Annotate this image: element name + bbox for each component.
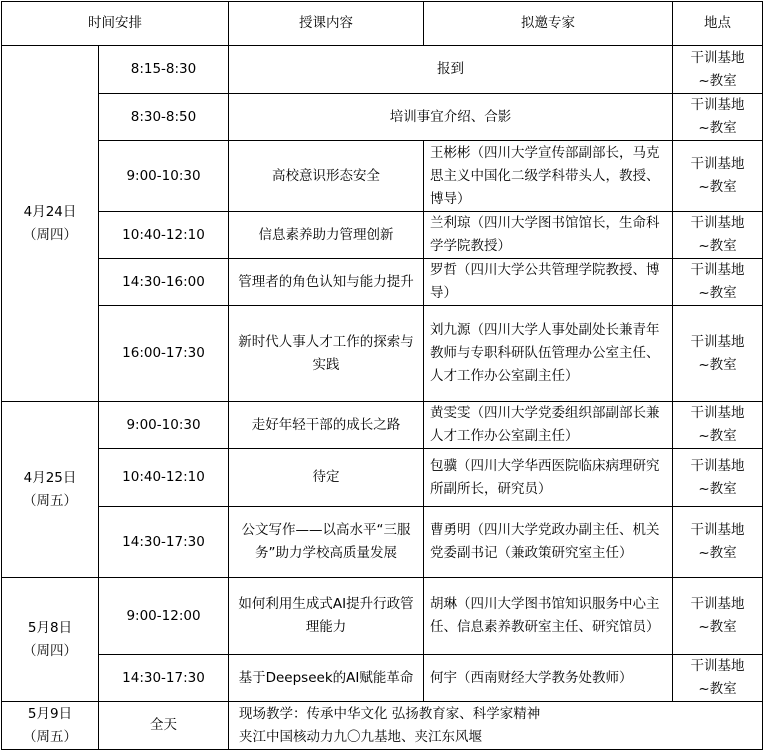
date-label: 4月25日 [23,469,77,486]
place-cell: 干训基地 ~教室 [673,259,763,306]
time-cell: 9:00-10:30 [99,402,229,449]
expert-cell: 胡琳（四川大学图书馆知识服务中心主任、信息素养教研室主任、研究馆员） [424,578,673,655]
topic-line: 夹江中国核动力九〇九基地、夹江东风堰 [239,728,482,745]
place-cell: 干训基地 ~教室 [673,449,763,507]
date-cell [2,578,99,702]
topic-cell: 基于Deepseek的AI赋能革命 [229,655,424,702]
expert-cell: 包骥（四川大学华西医院临床病理研究所副所长，研究员） [424,449,673,507]
weekday-label: （周五） [23,492,77,509]
table-row [2,141,763,212]
place-cell: 干训基地 ~教室 [673,94,763,141]
header-place: 地点 [673,2,763,46]
date-cell [2,402,99,578]
place-cell: 干训基地 ~教室 [673,141,763,212]
topic-cell: 信息素养助力管理创新 [229,212,424,259]
header-expert: 拟邀专家 [424,2,673,46]
time-cell: 14:30-17:30 [99,655,229,702]
topic-cell: 待定 [229,449,424,507]
date-cell [2,46,99,402]
topic-cell: 报到 [229,46,673,94]
date-cell [2,702,99,750]
topic-cell: 公文写作——以高水平“三服务”助力学校高质量发展 [229,507,424,578]
date-label: 5月9日 [27,705,73,722]
time-cell: 10:40-12:10 [99,212,229,259]
topic-cell: 管理者的角色认知与能力提升 [229,259,424,306]
weekday-label: （周四） [23,226,77,243]
time-cell: 10:40-12:10 [99,449,229,507]
time-cell: 8:30-8:50 [99,94,229,141]
expert-cell: 兰利琼（四川大学图书馆馆长，生命科学学院教授） [424,212,673,259]
place-cell: 干训基地 ~教室 [673,655,763,702]
topic-line: 现场教学：传承中华文化 弘扬教育家、科学家精神 [239,705,541,722]
table-row [2,46,763,94]
time-cell: 9:00-12:00 [99,578,229,655]
time-cell: 16:00-17:30 [99,306,229,402]
topic-cell: 新时代人事人才工作的探索与实践 [229,306,424,402]
time-cell: 14:30-17:30 [99,507,229,578]
schedule-table [1,1,763,750]
time-cell: 8:15-8:30 [99,46,229,94]
table-row [2,507,763,578]
table-row [2,578,763,655]
place-cell: 干训基地 ~教室 [673,46,763,94]
place-cell: 干训基地 ~教室 [673,578,763,655]
date-label: 4月24日 [23,203,77,220]
table-row [2,259,763,306]
place-cell: 干训基地 ~教室 [673,402,763,449]
time-cell: 全天 [99,702,229,750]
topic-cell: 培训事宜介绍、合影 [229,94,673,141]
date-label: 5月8日 [27,619,73,636]
table-row [2,449,763,507]
time-cell: 14:30-16:00 [99,259,229,306]
expert-cell: 刘九源（四川大学人事处副处长兼青年教师与专职科研队伍管理办公室主任、人才工作办公室副主任） [424,306,673,402]
time-cell: 9:00-10:30 [99,141,229,212]
header-content: 授课内容 [229,2,424,46]
table-row [2,94,763,141]
topic-cell: 高校意识形态安全 [229,141,424,212]
table-row [2,306,763,402]
table-row [2,212,763,259]
topic-cell [229,702,763,750]
expert-cell: 何宇（西南财经大学教务处教师） [424,655,673,702]
topic-cell: 走好年轻干部的成长之路 [229,402,424,449]
expert-cell: 黄雯雯（四川大学党委组织部副部长兼人才工作办公室副主任） [424,402,673,449]
header-row [2,2,763,46]
table-row [2,402,763,449]
weekday-label: （周五） [23,728,77,745]
place-cell: 干训基地 ~教室 [673,212,763,259]
header-time: 时间安排 [2,2,229,46]
expert-cell: 王彬彬（四川大学宣传部副部长，马克思主义中国化二级学科带头人，教授、博导） [424,141,673,212]
expert-cell: 罗哲（四川大学公共管理学院教授、博导） [424,259,673,306]
topic-cell: 如何利用生成式AI提升行政管理能力 [229,578,424,655]
table-row [2,655,763,702]
place-cell: 干训基地 ~教室 [673,306,763,402]
table-row [2,702,763,750]
weekday-label: （周四） [23,642,77,659]
expert-cell: 曹勇明（四川大学党政办副主任、机关党委副书记（兼政策研究室主任） [424,507,673,578]
place-cell: 干训基地 ~教室 [673,507,763,578]
